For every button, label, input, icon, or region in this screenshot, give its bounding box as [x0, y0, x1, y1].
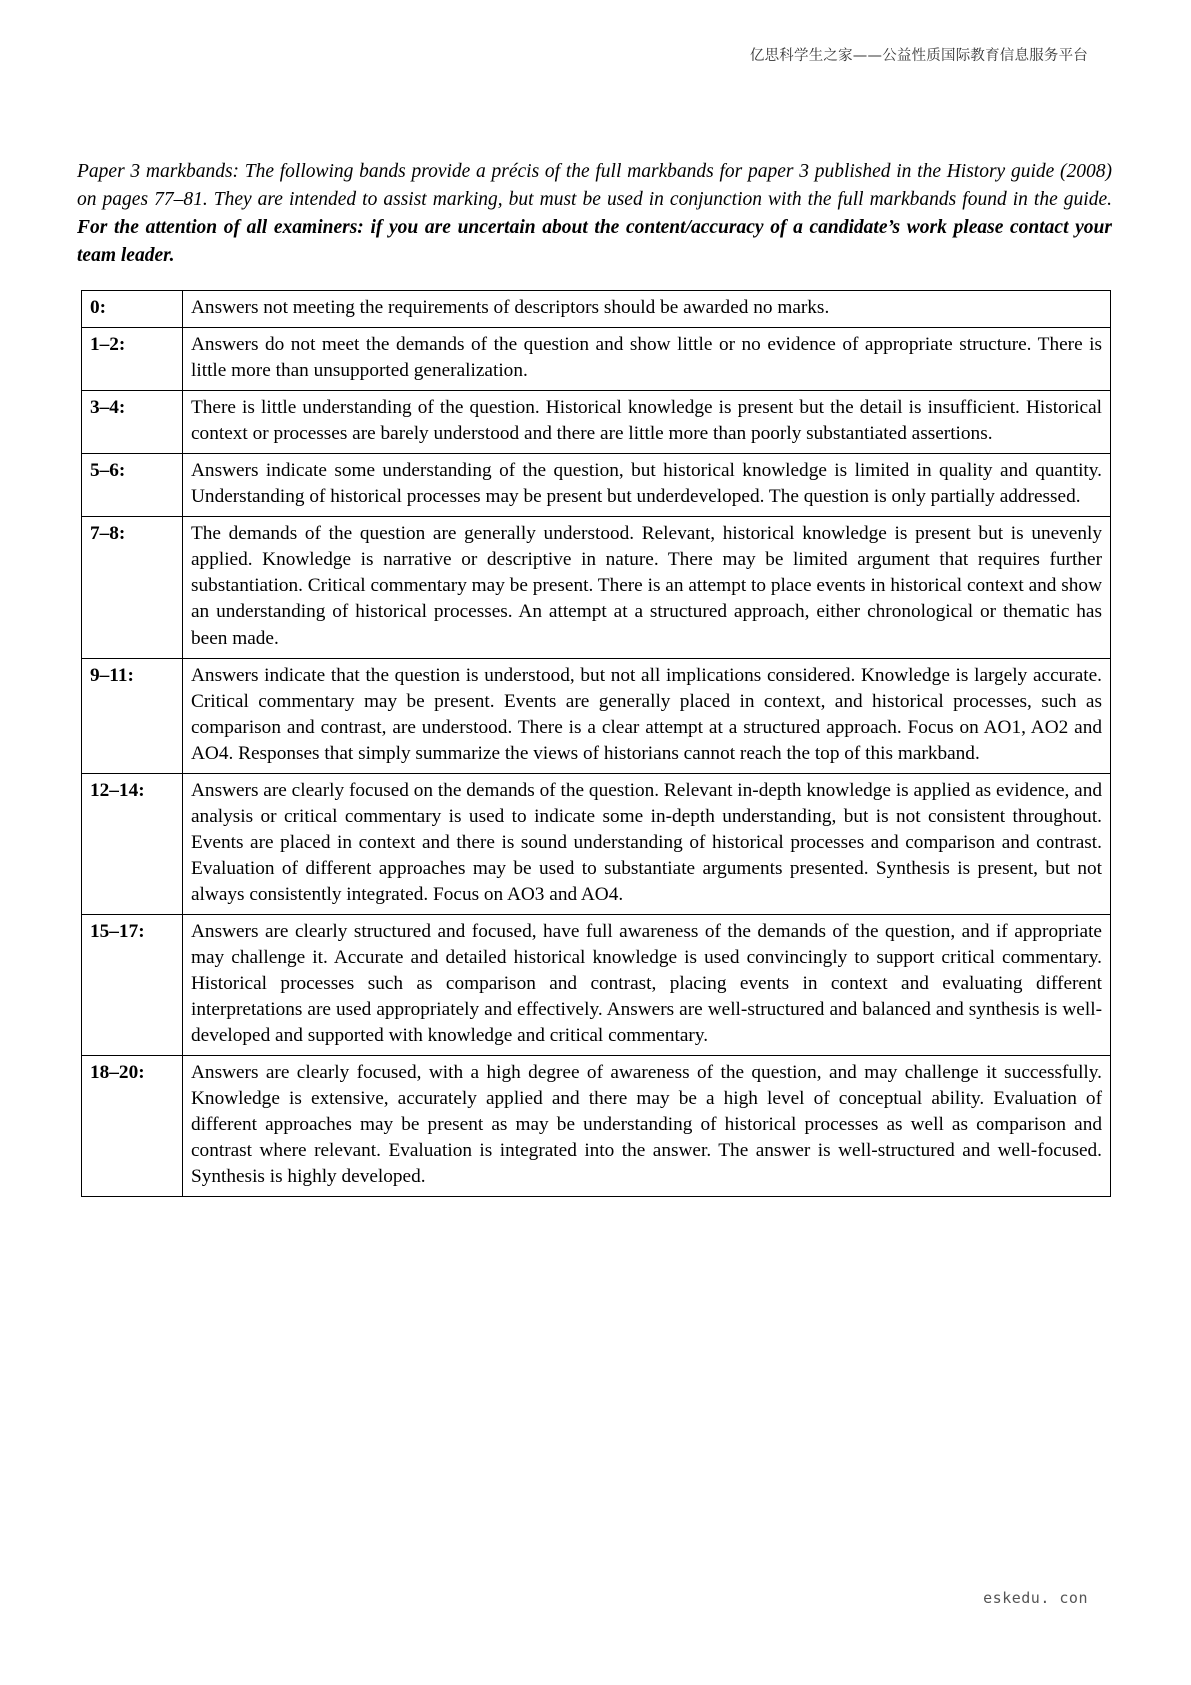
table-row: [82, 517, 1111, 658]
band-descriptor: Answers indicate some understanding of the question, but historical knowledge is limited in quality and quantity. Understanding of historical processes may be present but underdeveloped. The question is only partially addressed.: [183, 454, 1111, 517]
markbands-table: [81, 290, 1111, 1197]
band-range: 1–2:: [82, 328, 183, 391]
band-range: 3–4:: [82, 391, 183, 454]
table-row: [82, 658, 1111, 773]
band-descriptor: The demands of the question are generally understood. Relevant, historical knowledge is present but is unevenly applied. Knowledge is narrative or descriptive in nature. There may be limited argument that requires further substantiation. Critical commentary may be present. There is an attempt to place events in historical context and show an understanding of historical processes. An attempt at a structured approach, either chronological or thematic has been made.: [183, 517, 1111, 658]
table-row: [82, 914, 1111, 1055]
band-range: 7–8:: [82, 517, 183, 658]
table-row: [82, 391, 1111, 454]
markbands-table-wrapper: [81, 290, 1111, 1197]
table-row: [82, 328, 1111, 391]
intro-text-regular: Paper 3 markbands: The following bands provide a précis of the full markbands for paper 3 published in the History guide (2008) on pages 77–81. They are intended to assist marking, but must be used in conjunction with the full markbands found in the guide.: [77, 160, 1112, 210]
page-footer-source: eskedu. con: [983, 1589, 1088, 1607]
band-range: 5–6:: [82, 454, 183, 517]
band-range: 18–20:: [82, 1056, 183, 1197]
intro-text-bold: For the attention of all examiners: if you are uncertain about the content/accuracy of a candidate’s work please contact your team leader.: [77, 217, 1112, 267]
band-descriptor: Answers do not meet the demands of the question and show little or no evidence of appropriate structure. There is little more than unsupported generalization.: [183, 328, 1111, 391]
table-row: [82, 454, 1111, 517]
band-range: 9–11:: [82, 658, 183, 773]
band-descriptor: Answers are clearly focused, with a high degree of awareness of the question, and may challenge it successfully. Knowledge is extensive, accurately applied and there may be a high level of conceptual ability. Evaluation of different approaches may be present as may be understanding of historical processes as well as comparison and contrast where relevant. Evaluation is integrated into the answer. The answer is well-structured and well-focused. Synthesis is highly developed.: [183, 1056, 1111, 1197]
band-range: 0:: [82, 291, 183, 328]
band-descriptor: Answers are clearly structured and focused, have full awareness of the demands of the question, and if appropriate may challenge it. Accurate and detailed historical knowledge is used convincingly to support critical commentary. Historical processes such as comparison and contrast, placing events in context and evaluating different interpretations are used appropriately and effectively. Answers are well-structured and balanced and synthesis is well-developed and supported with knowledge and critical commentary.: [183, 914, 1111, 1055]
table-row: [82, 1056, 1111, 1197]
page-watermark-header: 亿思科学生之家——公益性质国际教育信息服务平台: [749, 48, 1088, 64]
band-descriptor: There is little understanding of the question. Historical knowledge is present but the detail is insufficient. Historical context or processes are barely understood and there are little more than poorly substantiated assertions.: [183, 391, 1111, 454]
band-descriptor: Answers not meeting the requirements of descriptors should be awarded no marks.: [183, 291, 1111, 328]
band-descriptor: Answers indicate that the question is understood, but not all implications considered. Knowledge is largely accurate. Critical commentary may be present. Events are generally placed in context, and historical processes, such as comparison and contrast, are understood. There is a clear attempt at a structured approach. Focus on AO1, AO2 and AO4. Responses that simply summarize the views of historians cannot reach the top of this markband.: [183, 658, 1111, 773]
table-row: [82, 291, 1111, 328]
band-descriptor: Answers are clearly focused on the demands of the question. Relevant in-depth knowledge is applied as evidence, and analysis or critical commentary is used to indicate some in-depth understanding, but is not consistent throughout. Events are placed in context and there is sound understanding of historical processes and comparison and contrast. Evaluation of different approaches may be used to substantiate arguments presented. Synthesis is present, but not always consistently integrated. Focus on AO3 and AO4.: [183, 773, 1111, 914]
band-range: 12–14:: [82, 773, 183, 914]
markbands-table-body: [82, 291, 1111, 1197]
intro-paragraph: [77, 158, 1112, 271]
band-range: 15–17:: [82, 914, 183, 1055]
table-row: [82, 773, 1111, 914]
